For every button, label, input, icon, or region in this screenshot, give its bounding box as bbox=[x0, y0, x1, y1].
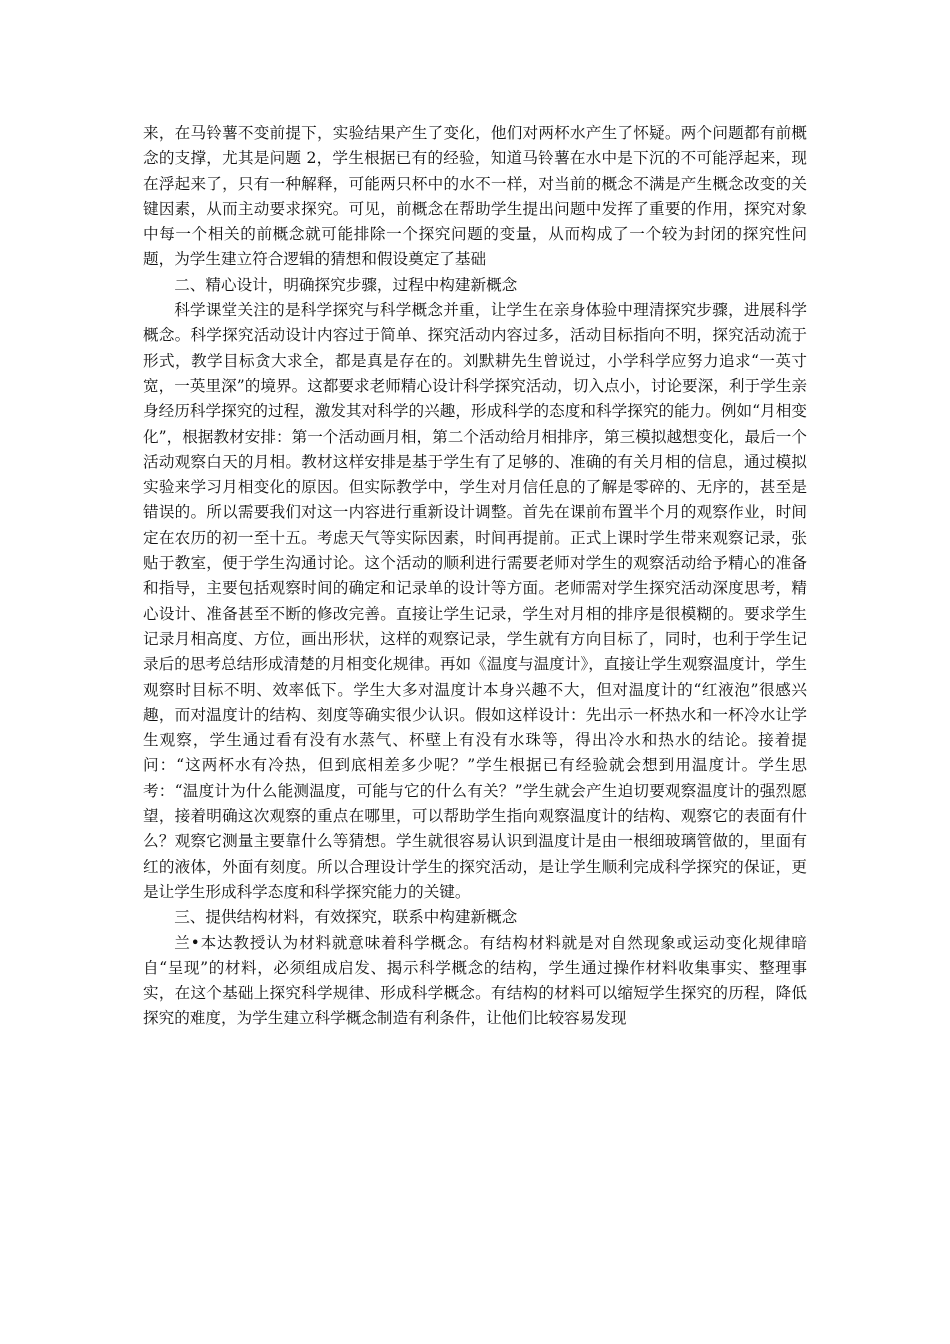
section-heading-2: 二、精心设计，明确探究步骤，过程中构建新概念 bbox=[174, 275, 518, 294]
paragraph-section-3-body: 兰•本达教授认为材料就意味着科学概念。有结构材料就是对自然现象或运动变化规律暗自“呈现”的材料，必须组成启发、揭示科学概念的结构，学生通过操作材料收集事实、整理事实，在这个基础上探究科学规律、形成科学概念。有结构的材料可以缩短学生探究的历程，降低探究的难度，为学生建立科学概念制造有利条件，让他们比较容易发现 bbox=[143, 933, 807, 1028]
paragraph-intro-continuation: 来，在马铃薯不变前提下，实验结果产生了变化，他们对两杯水产生了怀疑。两个问题都有前概念的支撑，尤其是问题 2，学生根据已有的经验，知道马铃薯在水中是下沉的不可能浮起来，现在浮起来了，只有一种解释，可能两只杯中的水不一样，对当前的概念不满是产生概念改变的关键因素，从而主动要求探究。可见，前概念在帮助学生提出问题中发挥了重要的作用，探究对象中每一个相关的前概念就可能排除一个探究问题的变量，从而构成了一个较为封闭的探究性问题，为学生建立符合逻辑的猜想和假设奠定了基础 bbox=[143, 124, 807, 269]
section-heading-3: 三、提供结构材料，有效探究，联系中构建新概念 bbox=[174, 908, 518, 927]
paragraph-section-2-body: 科学课堂关注的是科学探究与科学概念并重，让学生在亲身体验中理清探究步骤，进展科学概念。科学探究活动设计内容过于简单、探究活动内容过多，活动目标指向不明，探究活动流于形式，教学目标贪大求全，都是真是存在的。刘默耕先生曾说过，小学科学应努力追求“一英寸宽，一英里深”的境界。这都要求老师精心设计科学探究活动，切入点小，讨论要深，利于学生亲身经历科学探究的过程，激发其对科学的兴趣，形成科学的态度和科学探究的能力。例如“月相变化”，根据教材安排：第一个活动画月相，第二个活动给月相排序，第三模拟越想变化，最后一个活动观察白天的月相。教材这样安排是基于学生有了足够的、准确的有关月相的信息，通过模拟实验来学习月相变化的原因。但实际教学中，学生对月信任息的了解是零碎的、无序的，甚至是错误的。所以需要我们对这一内容进行重新设计调整。首先在课前布置半个月的观察作业，时间定在农历的初一至十五。考虑天气等实际因素，时间再提前。正式上课时学生带来观察记录，张贴于教室，便于学生沟通讨论。这个活动的顺利进行需要老师对学生的观察活动给予精心的准备和指导，主要包括观察时间的确定和记录单的设计等方面。老师需对学生探究活动深度思考，精心设计、准备甚至不断的修改完善。直接让学生记录，学生对月相的排序是很模糊的。要求学生记录月相高度、方位，画出形状，这样的观察记录，学生就有方向目标了，同时，也利于学生记录后的思考总结形成清楚的月相变化规律。再如《温度与温度计》，直接让学生观察温度计，学生观察时目标不明、效率低下。学生大多对温度计本身兴趣不大，但对温度计的“红液泡”很感兴趣，而对温度计的结构、刻度等确实很少认识。假如这样设计：先出示一杯热水和一杯冷水让学生观察，学生通过看有没有水蒸气、杯壁上有没有水珠等，得出冷水和热水的结论。接着提问：“这两杯水有冷热，但到底相差多少呢？”学生根据已有经验就会想到用温度计。学生思考：“温度计为什么能测温度，可能与它的什么有关？”学生就会产生迫切要观察温度计的强烈愿望，接着明确这次观察的重点在哪里，可以帮助学生指向观察温度计的结构、观察它的表面有什么？观察它测量主要靠什么等猜想。学生就很容易认识到温度计是由一根细玻璃管做的，里面有红的液体，外面有刻度。所以合理设计学生的探究活动，是让学生顺利完成科学探究的保证，更是让学生形成科学态度和科学探究能力的关键。 bbox=[143, 301, 807, 901]
document-page bbox=[143, 121, 807, 1032]
